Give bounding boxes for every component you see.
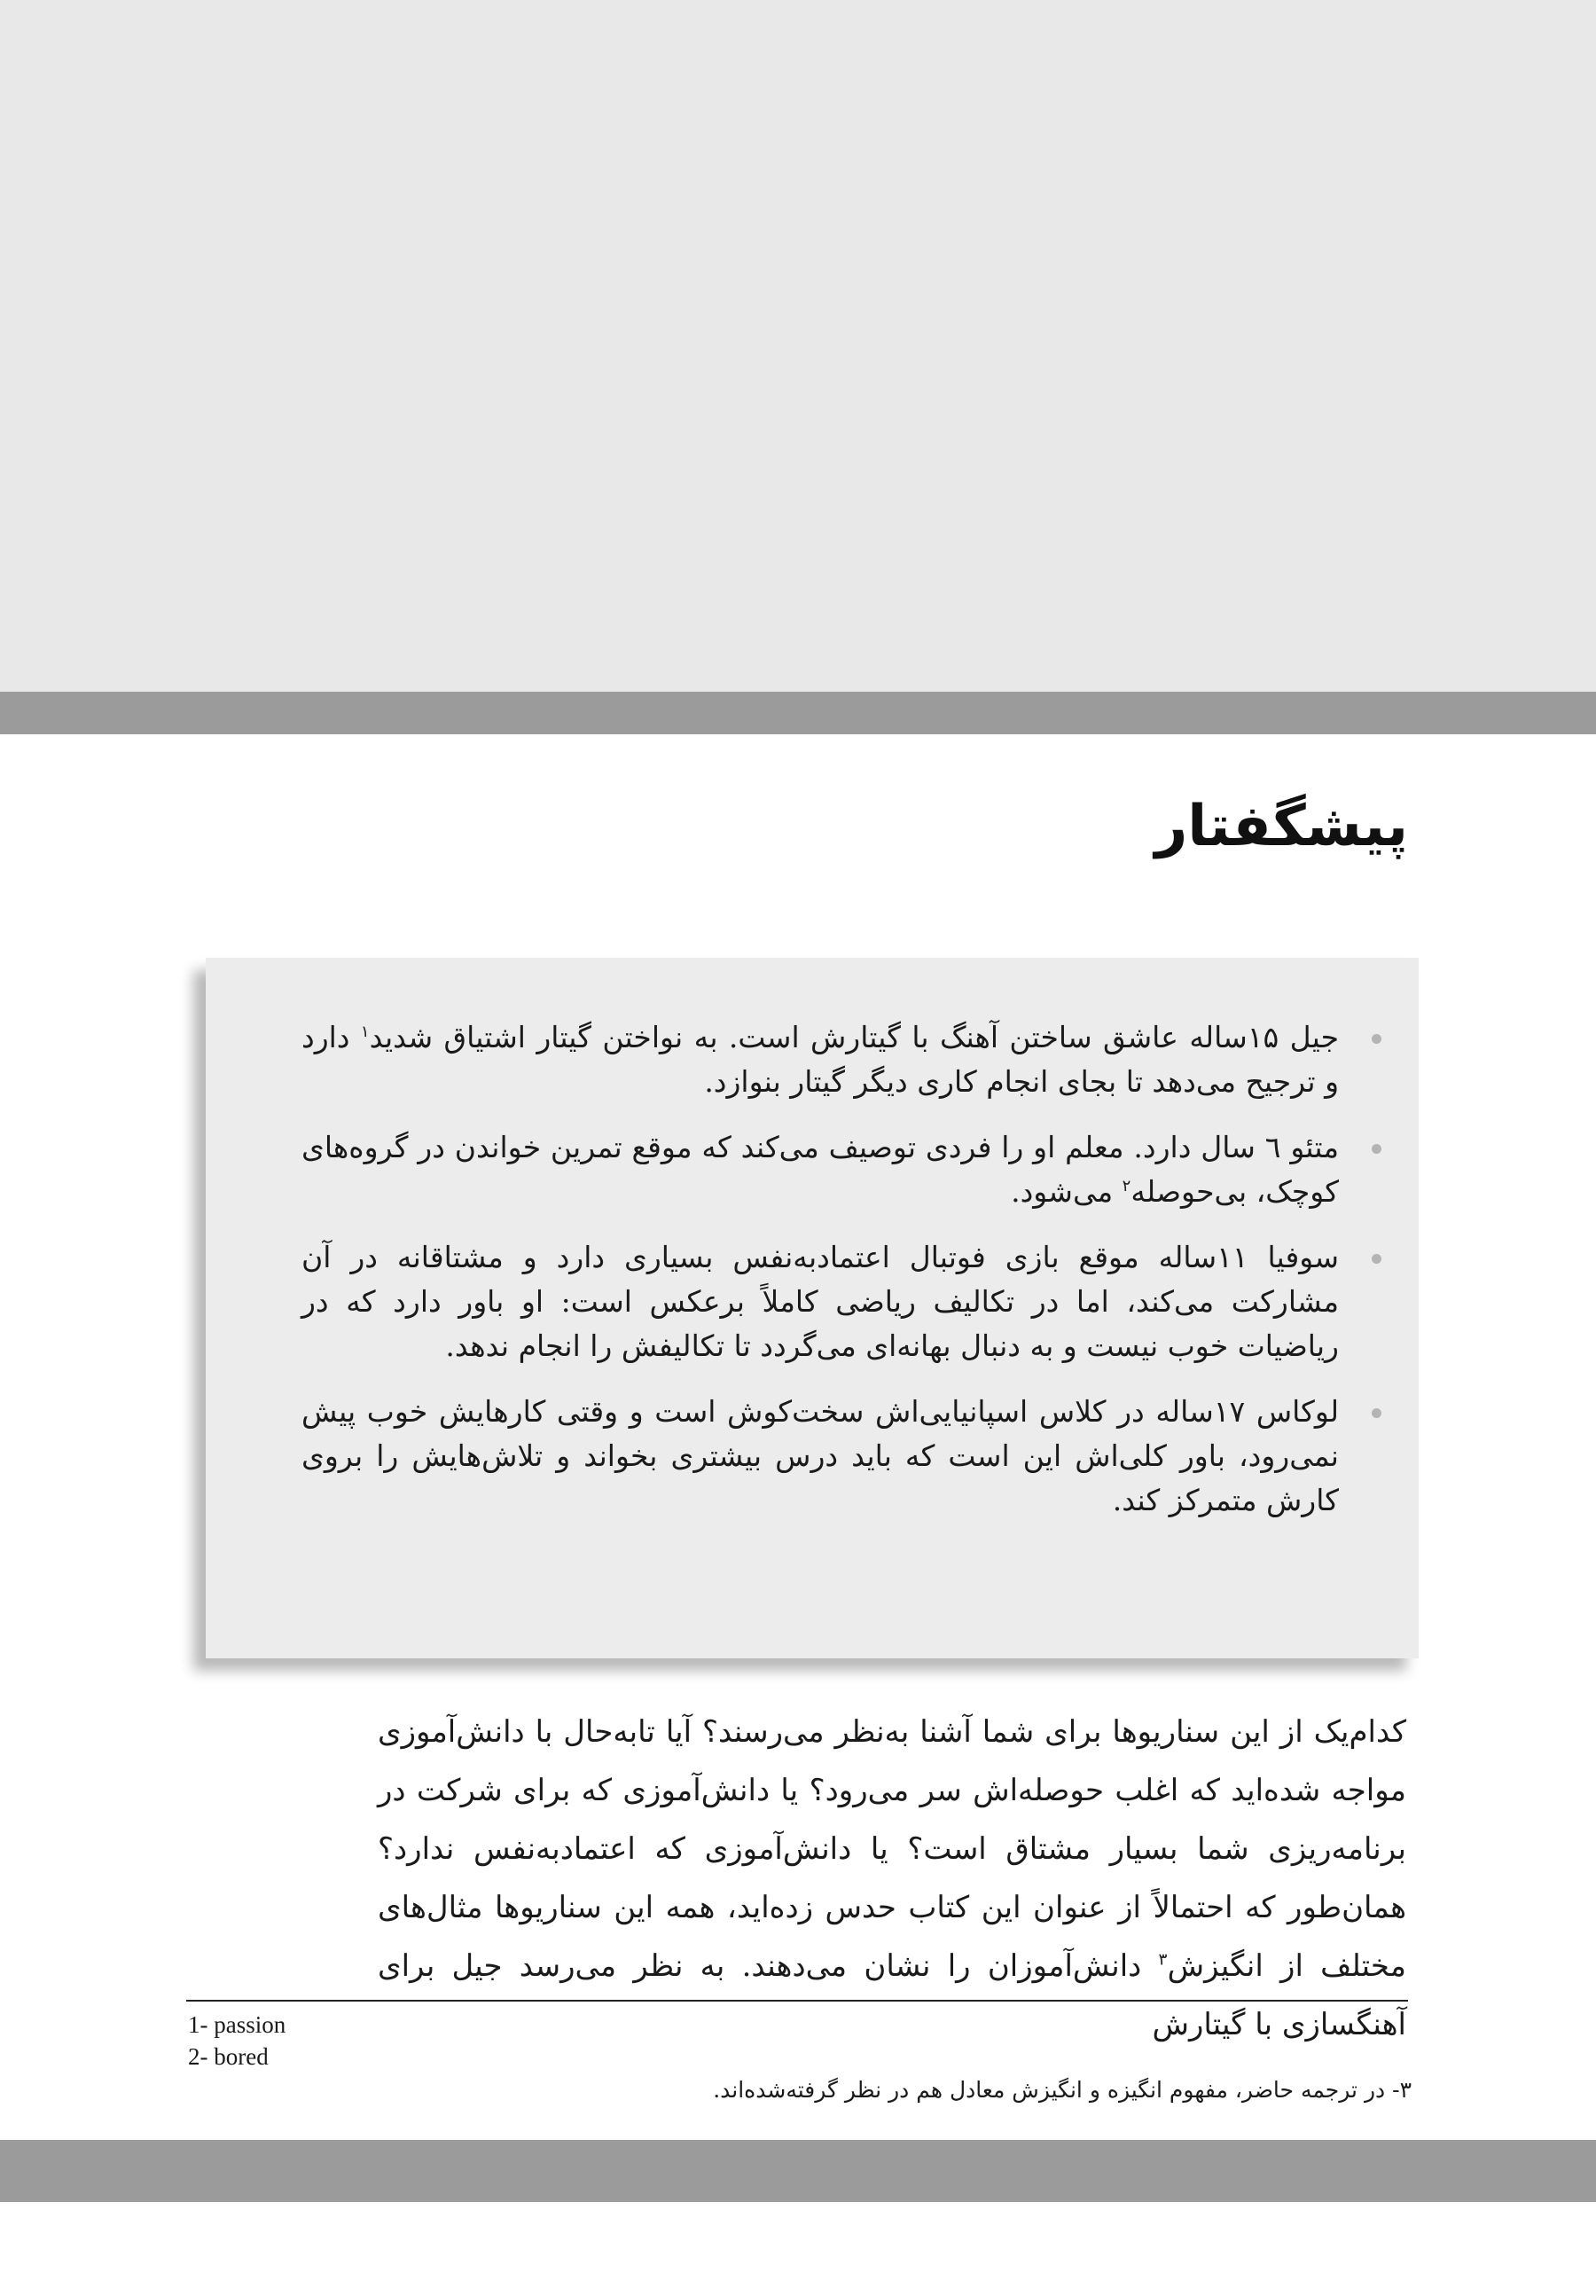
scenario-text: می‌شود. [1011, 1174, 1123, 1209]
scenario-text: لوکاس ۱۷ساله در کلاس اسپانیایی‌اش سخت‌کوش است و وقتی کارهایش خوب پیش نمی‌رود، باور کلی‌اش این است که باید درس بیشتری بخواند و تلاش‌هایش را بروی کارش متمرکز کند. [301, 1394, 1339, 1517]
header-band [0, 0, 1596, 692]
footnote-2: 2- bored [188, 2043, 269, 2070]
footer-rule [0, 2140, 1596, 2202]
scenario-text: جیل ۱۵ساله عاشق ساختن آهنگ با گیتارش است. به نواختن گیتار اشتیاق شدید [369, 1020, 1339, 1054]
body-text: کدام‌یک از این سناریوها برای شما آشنا به‌نظر می‌رسند؟ آیا تابه‌حال با دانش‌آموزی مواجه شده‌اید که اغلب حوصله‌اش سر می‌رود؟ یا دانش‌آموزی که برای شرکت در برنامه‌ریزی شما بسیار مشتاق است؟ یا دانش‌آموزی که اعتمادبه‌نفس ندارد؟ همان‌طور که احتمالاً از عنوان این کتاب حدس زده‌اید، همه این سناریوها مثال‌های مختلف از انگیزش [378, 1714, 1406, 1984]
scenario-box [206, 958, 1419, 1658]
scenario-item [301, 1390, 1339, 1523]
scenario-item [301, 1015, 1339, 1104]
scenario-text: سوفیا ۱۱ساله موقع بازی فوتبال اعتمادبه‌نفس بسیاری دارد و مشتاقانه در آن مشارکت می‌کند، اما در تکالیف ریاضی کاملاً برعکس است: او باور دارد که در ریاضیات خوب نیست و به دنبال بهانه‌ای می‌گردد تا تکالیفش را انجام ندهد. [301, 1240, 1340, 1363]
scenario-list [301, 1015, 1339, 1523]
footnote-ref: ۲ [1122, 1177, 1131, 1195]
footnote-ref: ۳ [1158, 1950, 1168, 1970]
body-text: دانش‌آموزان را نشان می‌دهند. به نظر می‌رسد جیل برای آهنگسازی با گیتارش [378, 1948, 1406, 2042]
scenario-text: متئو ٦ سال دارد. معلم او را فردی توصیف می‌کند که موقع تمرین خواندن در گروه‌های کوچک، بی‌حوصله [301, 1130, 1339, 1209]
scenario-item [301, 1235, 1339, 1368]
page-title: پیشگفتار [1154, 794, 1408, 859]
scenario-item [301, 1125, 1339, 1214]
footnote-1: 1- passion [188, 2011, 286, 2038]
footnote-ref: ۱ [360, 1023, 370, 1041]
scenario-text: دارد و ترجیح می‌دهد تا بجای انجام کاری دیگر گیتار بنوازد. [301, 1020, 1339, 1099]
footnote-divider [186, 2000, 1408, 2002]
header-rule [0, 692, 1596, 734]
footnote-3: ۳- در ترجمه حاضر، مفهوم انگیزه و انگیزش معادل هم در نظر گرفته‌شده‌اند. [713, 2077, 1412, 2103]
